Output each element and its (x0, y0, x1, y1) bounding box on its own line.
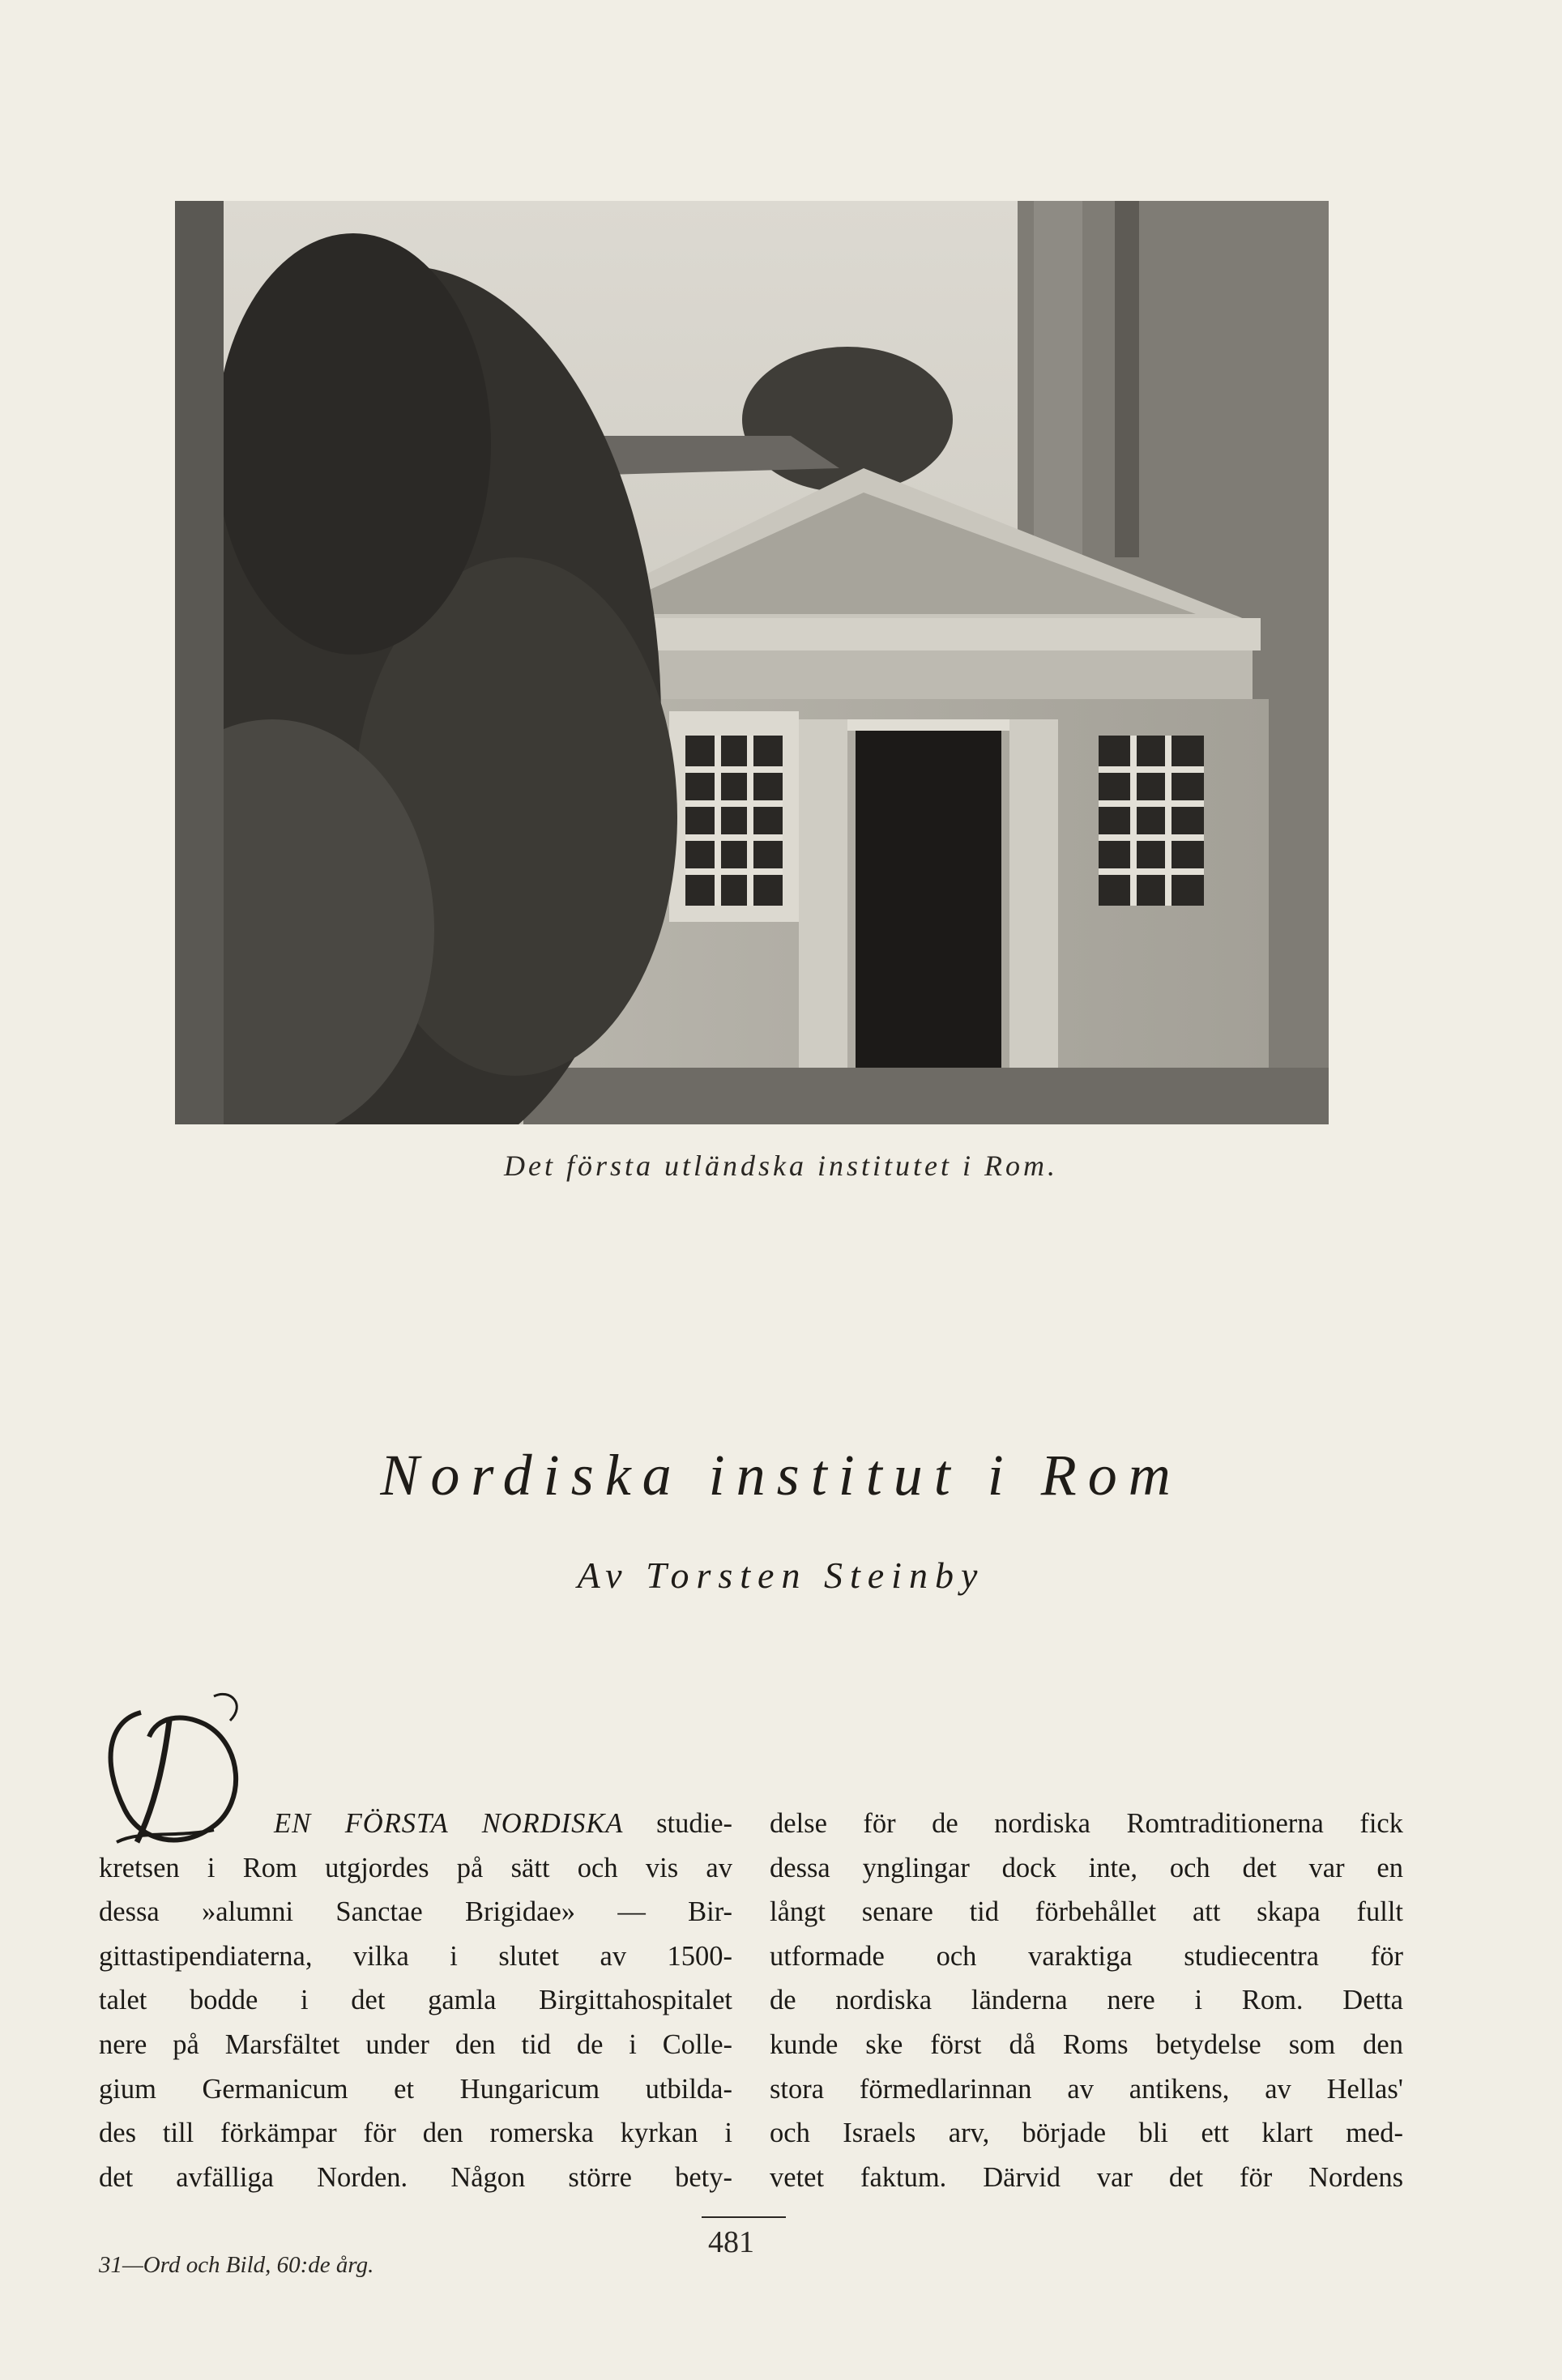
body-line: talet bodde i det gamla Birgittahospitalet (99, 1985, 732, 2016)
building-photo (175, 201, 1329, 1124)
body-line: det avfälliga Norden. Någon större bety- (99, 2161, 732, 2193)
article-author: Av Torsten Steinby (577, 1555, 985, 1596)
body-line: gittastipendiaterna, vilka i slutet av 1500- (99, 1940, 732, 1972)
article-title: Nordiska institut i Rom (380, 1443, 1182, 1508)
body-line: utformade och varaktiga studiecentra för (770, 1940, 1403, 1972)
body-line: delse för de nordiska Romtraditionerna fick (770, 1808, 1403, 1839)
page-number-rule (702, 2216, 786, 2218)
body-line: och Israels arv, började bli ett klart med- (770, 2118, 1403, 2149)
footer-signature: 31—Ord och Bild, 60:de årg. (99, 2252, 374, 2278)
body-line: de nordiska länderna nere i Rom. Detta (770, 1985, 1403, 2016)
opening-rest: studie- (623, 1808, 732, 1839)
body-line: kretsen i Rom utgjordes på sätt och vis av (99, 1852, 732, 1883)
photo-caption: Det första utländska institutet i Rom. (504, 1149, 1058, 1182)
page-number: 481 (708, 2225, 754, 2259)
body-line: des till förkämpar för den romerska kyrkan i (99, 2118, 732, 2149)
body-line: vetet faktum. Därvid var det för Nordens (770, 2161, 1403, 2193)
building-photo-illustration (175, 201, 1329, 1124)
body-line: dessa ynglingar dock inte, och det var en (770, 1852, 1403, 1883)
right-column (770, 1802, 1403, 2199)
body-line: kunde ske först då Roms betydelse som den (770, 2028, 1403, 2060)
opening-small-caps: EN FÖRSTA NORDISKA (274, 1808, 624, 1839)
body-line: dessa »alumni Sanctae Brigidae» — Bir- (99, 1896, 732, 1928)
body-line: gium Germanicum et Hungaricum utbilda- (99, 2073, 732, 2105)
left-column (99, 1802, 732, 2199)
body-line: stora förmedlarinnan av antikens, av Hellas' (770, 2073, 1403, 2105)
body-line: långt senare tid förbehållet att skapa fullt (770, 1896, 1403, 1928)
body-line: nere på Marsfältet under den tid de i Colle- (99, 2028, 732, 2060)
svg-text:D: D (92, 1688, 93, 1689)
body-line (99, 1802, 732, 1846)
